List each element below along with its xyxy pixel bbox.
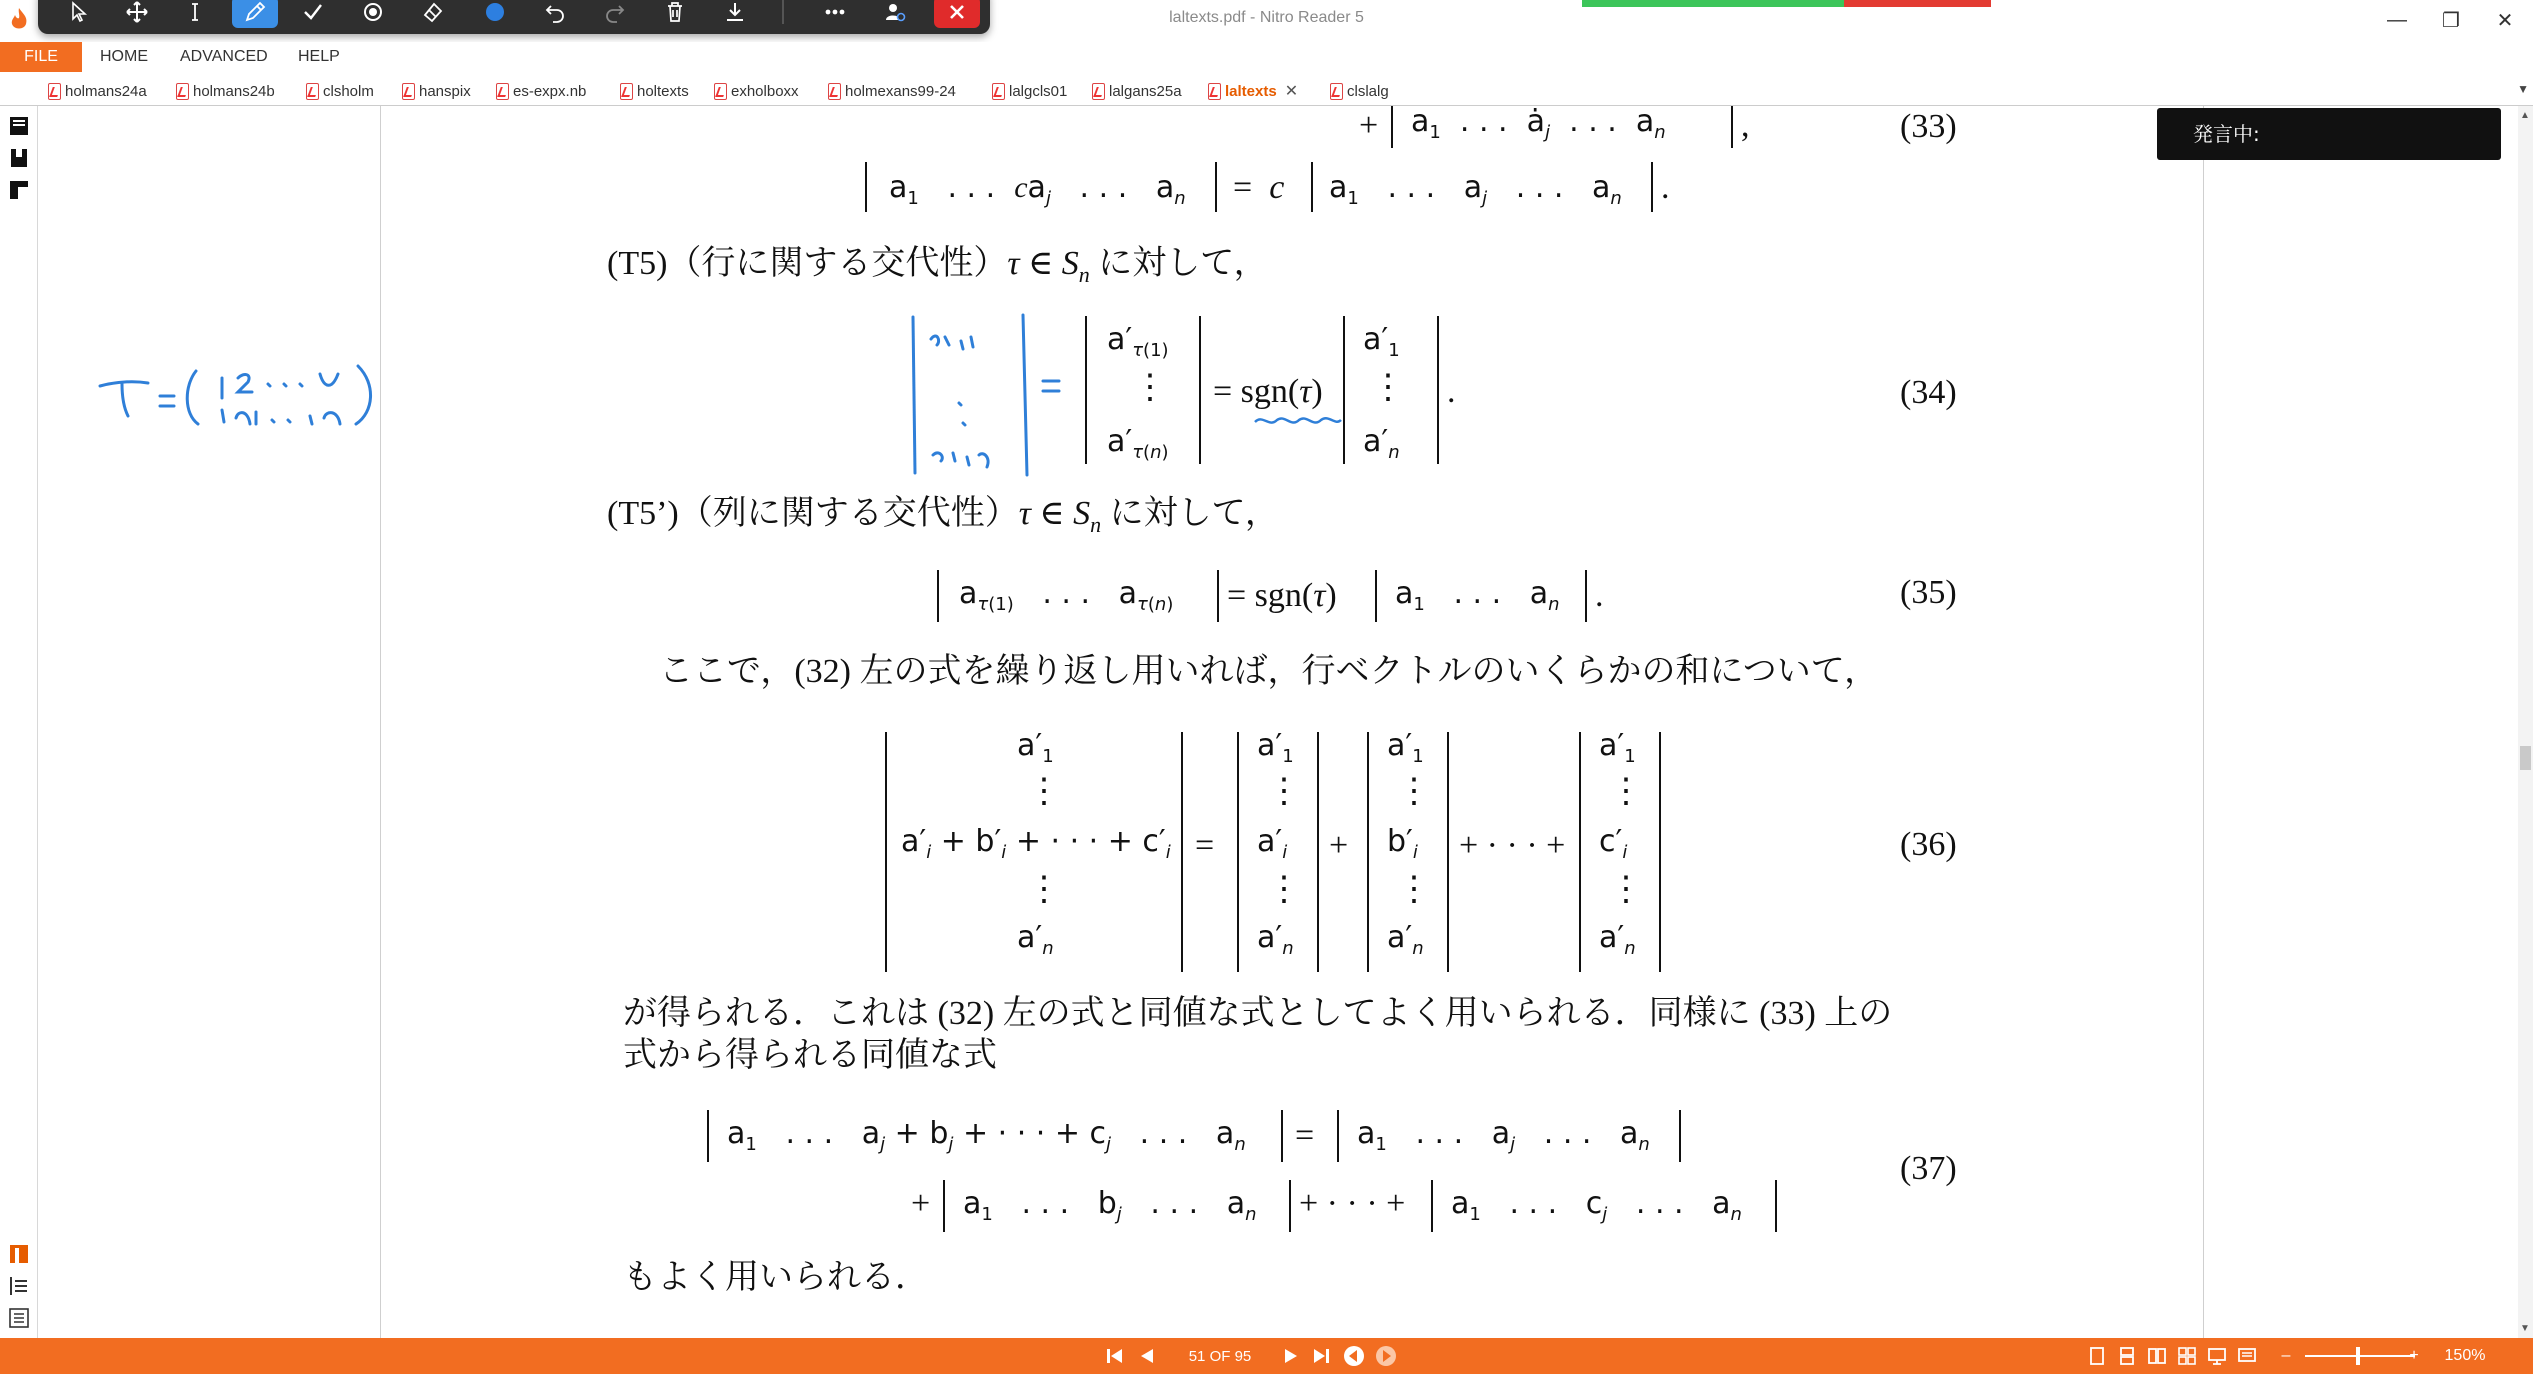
tab-holmexans99-24[interactable] bbox=[828, 78, 956, 104]
eq36-d1-an: $a'_n$ bbox=[1257, 920, 1294, 959]
vdots: ⋮ bbox=[1267, 773, 1301, 810]
det-bar bbox=[1447, 732, 1449, 972]
t5-sub: n bbox=[1078, 261, 1090, 287]
pen-icon[interactable] bbox=[232, 0, 278, 28]
eq36-number: (36) bbox=[1900, 826, 1957, 863]
eq36-d3-an: $a'_n$ bbox=[1599, 920, 1636, 959]
det-bar bbox=[1437, 316, 1439, 464]
det-bar bbox=[1337, 1110, 1339, 1162]
document-tab-bar bbox=[0, 74, 2533, 106]
tab-label: clsholm bbox=[323, 82, 374, 100]
eq36-d1-ai: $a'_i$ bbox=[1257, 824, 1288, 863]
eq36-d2-bi: $b'_i$ bbox=[1387, 824, 1418, 863]
facing-view-icon[interactable] bbox=[2144, 1338, 2170, 1374]
vdots: ⋮ bbox=[1133, 369, 1167, 406]
vdots: ⋮ bbox=[1371, 369, 1405, 406]
tab-clsholm[interactable] bbox=[306, 78, 374, 104]
eq35-number: (35) bbox=[1900, 574, 1957, 611]
eq37-right-3: $a_1$ . . . $c_j$ . . . $a_n$ bbox=[1451, 1186, 1742, 1225]
handwritten-underline bbox=[1253, 412, 1343, 430]
pdf-file-icon bbox=[1092, 83, 1105, 100]
tab-label: holmans24b bbox=[193, 82, 275, 100]
menu-home[interactable]: HOME bbox=[100, 48, 148, 65]
det-bar bbox=[1585, 570, 1587, 622]
det-bar bbox=[1431, 1180, 1433, 1232]
tab-label: lalgans25a bbox=[1109, 82, 1182, 100]
plus-dots-plus: + · · · + bbox=[1299, 1185, 1406, 1222]
det-bar bbox=[1343, 316, 1345, 464]
user-settings-icon[interactable] bbox=[872, 0, 918, 28]
scroll-down-icon[interactable]: ▼ bbox=[2520, 1323, 2530, 1334]
close-icon[interactable] bbox=[934, 0, 980, 28]
t5p-label: (T5’)（列に関する交代性） bbox=[607, 495, 1019, 532]
vdots: ⋮ bbox=[1397, 871, 1431, 908]
period: . bbox=[1447, 373, 1456, 410]
maximize-button[interactable]: ❐ bbox=[2442, 9, 2460, 32]
det-bar bbox=[1085, 316, 1087, 464]
toolbar-separator bbox=[782, 0, 784, 24]
eq36-a1: $a'_1$ bbox=[1017, 728, 1054, 767]
tab-lalgans25a[interactable] bbox=[1092, 78, 1182, 104]
det-bar bbox=[1731, 106, 1733, 148]
equals: = c bbox=[1233, 169, 1285, 206]
det-bar bbox=[1579, 732, 1581, 972]
tab-label: clslalg bbox=[1347, 82, 1389, 100]
vdots: ⋮ bbox=[1609, 773, 1643, 810]
facing-continuous-view-icon[interactable] bbox=[2174, 1338, 2200, 1374]
eq33-top-content: $a_1$ . . . $ȧ_j$ . . . $a_n$ bbox=[1411, 104, 1666, 143]
eq33-bottom-left: $a_1$ . . . $ca_j$ . . . $a_n$ bbox=[889, 170, 1186, 209]
back-view-icon[interactable] bbox=[1340, 1338, 1368, 1374]
eq35-right: $a_1$ . . . $a_n$ bbox=[1395, 576, 1560, 615]
presentation-view-icon[interactable] bbox=[2204, 1338, 2230, 1374]
more-icon[interactable] bbox=[812, 0, 858, 28]
select-arrow-icon[interactable] bbox=[56, 0, 102, 28]
scrollbar-thumb[interactable] bbox=[2520, 746, 2531, 770]
minimize-button[interactable]: — bbox=[2387, 8, 2407, 31]
tab-holmans24b[interactable] bbox=[176, 78, 275, 104]
t5p-math: τ ∈ S bbox=[1018, 495, 1091, 532]
tab-label: es-expx.nb bbox=[513, 82, 587, 100]
eq34-sgn: = sgn(τ) bbox=[1213, 373, 1323, 410]
eq36-d1-a1: $a'_1$ bbox=[1257, 728, 1294, 767]
eq36-d2-an: $a'_n$ bbox=[1387, 920, 1424, 959]
zoom-in-icon[interactable]: + bbox=[2409, 1347, 2419, 1364]
t5-heading bbox=[607, 244, 1268, 295]
reading-mode-icon[interactable] bbox=[2234, 1338, 2260, 1374]
det-bar bbox=[1317, 732, 1319, 972]
equals: = bbox=[1295, 1117, 1315, 1154]
t5p-heading bbox=[607, 494, 1279, 545]
move-icon[interactable] bbox=[114, 0, 160, 28]
tab-label: laltexts bbox=[1225, 82, 1277, 100]
checkmark-icon[interactable] bbox=[290, 0, 336, 28]
t5-math: τ ∈ S bbox=[1007, 245, 1079, 282]
det-bar bbox=[1375, 570, 1377, 622]
eq36-d3-ci: $c'_i$ bbox=[1599, 824, 1628, 863]
zoom-out-icon[interactable]: – bbox=[2281, 1347, 2291, 1364]
tab-exholboxx[interactable] bbox=[714, 78, 799, 104]
eq36-d2-a1: $a'_1$ bbox=[1387, 728, 1424, 767]
eq34-row-bottom: $a'_{\tau(n)}$ bbox=[1107, 424, 1169, 463]
det-bar bbox=[937, 570, 939, 622]
left-panel-rail bbox=[0, 106, 38, 1338]
pdf-file-icon bbox=[620, 83, 633, 100]
det-bar bbox=[943, 1180, 945, 1232]
tab-list-dropdown-icon[interactable]: ▼ bbox=[2517, 82, 2529, 96]
tab-close-icon[interactable]: ✕ bbox=[1284, 83, 1299, 100]
eq37-number: (37) bbox=[1900, 1150, 1957, 1187]
zoom-slider-thumb[interactable] bbox=[2356, 1347, 2360, 1365]
pdf-file-icon bbox=[828, 83, 841, 100]
det-bar bbox=[1217, 570, 1219, 622]
equals: = bbox=[1195, 827, 1215, 864]
menu-help[interactable]: HELP bbox=[298, 48, 340, 65]
tab-label: holmexans99-24 bbox=[845, 82, 956, 100]
handwritten-tau-annotation bbox=[88, 326, 428, 436]
pdf-file-icon bbox=[176, 83, 189, 100]
paragraph-2b: 式から得られる同値な式 bbox=[623, 1037, 997, 1074]
outline-panel-icon[interactable] bbox=[7, 1306, 31, 1330]
eq33-top-row: + bbox=[1359, 107, 1379, 144]
eq33-bottom-right: $a_1$ . . . $a_j$ . . . $a_n$ bbox=[1329, 170, 1622, 209]
pdf-file-icon bbox=[48, 83, 61, 100]
pdf-file-icon bbox=[1208, 83, 1221, 100]
tab-label: holtexts bbox=[637, 82, 689, 100]
undo-icon[interactable] bbox=[532, 0, 578, 28]
tab-laltexts[interactable] bbox=[1208, 78, 1298, 104]
comments-panel-icon[interactable] bbox=[7, 1274, 31, 1298]
vdots: ⋮ bbox=[1267, 871, 1301, 908]
text-cursor-icon[interactable] bbox=[172, 0, 218, 28]
period: . bbox=[1661, 169, 1670, 206]
tab-holtexts[interactable] bbox=[620, 78, 689, 104]
color-dot-icon[interactable] bbox=[472, 0, 518, 28]
eq35-left: $a_{\tau(1)}$ . . . $a_{\tau(n)}$ bbox=[959, 576, 1174, 615]
menu-bar bbox=[0, 42, 2533, 72]
bookmarks-panel-icon[interactable] bbox=[7, 146, 31, 170]
page-indicator[interactable]: 51 OF 95 bbox=[1188, 1347, 1252, 1365]
eq36-sum-row: $a'_i + b'_i$ + · · · + $c'_i$ bbox=[901, 824, 1171, 863]
plus: + bbox=[911, 1185, 931, 1222]
det-bar bbox=[1281, 1110, 1283, 1162]
pdf-file-icon bbox=[402, 83, 415, 100]
eq34-right-top: $a'_1$ bbox=[1363, 322, 1400, 361]
recording-indicator-green bbox=[1582, 0, 1844, 7]
eq36-d3-a1: $a'_1$ bbox=[1599, 728, 1636, 767]
last-page-icon[interactable] bbox=[1306, 1338, 1336, 1374]
vdots: ⋮ bbox=[1397, 773, 1431, 810]
det-bar bbox=[1775, 1180, 1777, 1232]
det-bar bbox=[1391, 106, 1393, 148]
det-bar bbox=[885, 732, 887, 972]
plus: + bbox=[1329, 827, 1349, 864]
tab-hanspix[interactable] bbox=[402, 78, 471, 104]
eq33-number: (33) bbox=[1900, 108, 1957, 145]
det-bar bbox=[1659, 732, 1661, 972]
recording-indicator-red bbox=[1844, 0, 1991, 7]
pdf-file-icon bbox=[992, 83, 1005, 100]
speaking-indicator: 発言中: bbox=[2157, 108, 2501, 160]
pdf-page bbox=[380, 106, 2204, 1338]
det-bar bbox=[1311, 162, 1313, 212]
forward-view-icon[interactable] bbox=[1372, 1338, 1400, 1374]
det-bar bbox=[1679, 1110, 1681, 1162]
next-page-icon[interactable] bbox=[1276, 1338, 1306, 1374]
pdf-file-icon bbox=[496, 83, 509, 100]
period: . bbox=[1595, 577, 1604, 614]
pages-panel-icon[interactable] bbox=[7, 114, 31, 138]
close-window-button[interactable]: ✕ bbox=[2496, 9, 2514, 32]
det-bar bbox=[1215, 162, 1217, 212]
status-bar bbox=[0, 1338, 2533, 1374]
det-bar bbox=[1367, 732, 1369, 972]
det-bar bbox=[865, 162, 867, 212]
delete-icon[interactable] bbox=[652, 0, 698, 28]
document-viewport[interactable] bbox=[38, 106, 2518, 1338]
zoom-level[interactable]: 150% bbox=[2444, 1347, 2486, 1364]
eq34-right-bottom: $a'_n$ bbox=[1363, 424, 1400, 463]
tab-label: hanspix bbox=[419, 82, 471, 100]
eraser-icon[interactable] bbox=[410, 0, 456, 28]
eq37-right-2: $a_1$ . . . $b_j$ . . . $a_n$ bbox=[963, 1186, 1257, 1225]
tab-holmans24a[interactable] bbox=[48, 78, 147, 104]
first-page-icon[interactable] bbox=[1100, 1338, 1130, 1374]
single-page-view-icon[interactable] bbox=[2084, 1338, 2110, 1374]
vdots: ⋮ bbox=[1609, 871, 1643, 908]
layers-panel-icon[interactable] bbox=[7, 178, 31, 202]
eq37-right-1: $a_1$ . . . $a_j$ . . . $a_n$ bbox=[1357, 1116, 1650, 1155]
tab-label: exholboxx bbox=[731, 82, 799, 100]
t5-label: (T5)（行に関する交代性） bbox=[607, 245, 1008, 282]
det-bar bbox=[707, 1110, 709, 1162]
pen-toolbar bbox=[38, 0, 990, 34]
pdf-file-icon bbox=[714, 83, 727, 100]
paragraph-2a: が得られる．これは (32) 左の式と同値な式としてよく用いられる．同様に (33) 上の bbox=[623, 995, 1893, 1032]
continuous-view-icon[interactable] bbox=[2114, 1338, 2140, 1374]
plus-dots-plus: + · · · + bbox=[1459, 827, 1566, 864]
eq37-left: $a_1$ . . . $a_j + b_j$ + · · · + $c_j$ . . . $a_n$ bbox=[727, 1116, 1246, 1155]
menu-file[interactable]: FILE bbox=[0, 42, 82, 72]
eq36-an: $a'_n$ bbox=[1017, 920, 1054, 959]
eq35-sgn: = sgn(τ) bbox=[1227, 577, 1337, 614]
det-bar bbox=[1237, 732, 1239, 972]
det-bar bbox=[1181, 732, 1183, 972]
det-bar bbox=[1199, 316, 1201, 464]
det-bar bbox=[1289, 1180, 1291, 1232]
download-icon[interactable] bbox=[712, 0, 758, 28]
zoom-slider[interactable] bbox=[2305, 1355, 2415, 1357]
t5p-sub: n bbox=[1090, 511, 1102, 537]
tab-label: holmans24a bbox=[65, 82, 147, 100]
eq34-number: (34) bbox=[1900, 374, 1957, 411]
tab-es-expx[interactable] bbox=[496, 78, 586, 104]
attachments-panel-icon[interactable] bbox=[7, 1242, 31, 1266]
t5p-tail: に対して， bbox=[1101, 495, 1279, 532]
redo-icon[interactable] bbox=[592, 0, 638, 28]
tab-lalgcls01[interactable] bbox=[992, 78, 1067, 104]
handwritten-row-det bbox=[901, 311, 1081, 481]
window-title: laltexts.pdf - Nitro Reader 5 bbox=[1169, 9, 1364, 26]
tab-clslalg[interactable] bbox=[1330, 78, 1389, 104]
comma: , bbox=[1741, 107, 1750, 144]
vdots: ⋮ bbox=[1027, 871, 1061, 908]
stamp-icon[interactable] bbox=[350, 0, 396, 28]
eq34-row-top: $a'_{\tau(1)}$ bbox=[1107, 322, 1169, 361]
tab-label: lalgcls01 bbox=[1009, 82, 1068, 100]
pdf-file-icon bbox=[306, 83, 319, 100]
vdots: ⋮ bbox=[1027, 773, 1061, 810]
menu-advanced[interactable]: ADVANCED bbox=[180, 48, 268, 65]
vertical-scrollbar[interactable] bbox=[2518, 106, 2533, 1338]
pdf-file-icon bbox=[1330, 83, 1343, 100]
scroll-up-icon[interactable]: ▲ bbox=[2520, 110, 2530, 121]
paragraph-1: ここで，(32) 左の式を繰り返し用いれば，行ベクトルのいくらかの和について， bbox=[659, 653, 1879, 690]
paragraph-3: もよく用いられる． bbox=[623, 1259, 929, 1296]
t5-tail: に対して， bbox=[1089, 245, 1268, 282]
previous-page-icon[interactable] bbox=[1132, 1338, 1162, 1374]
det-bar bbox=[1651, 162, 1653, 212]
